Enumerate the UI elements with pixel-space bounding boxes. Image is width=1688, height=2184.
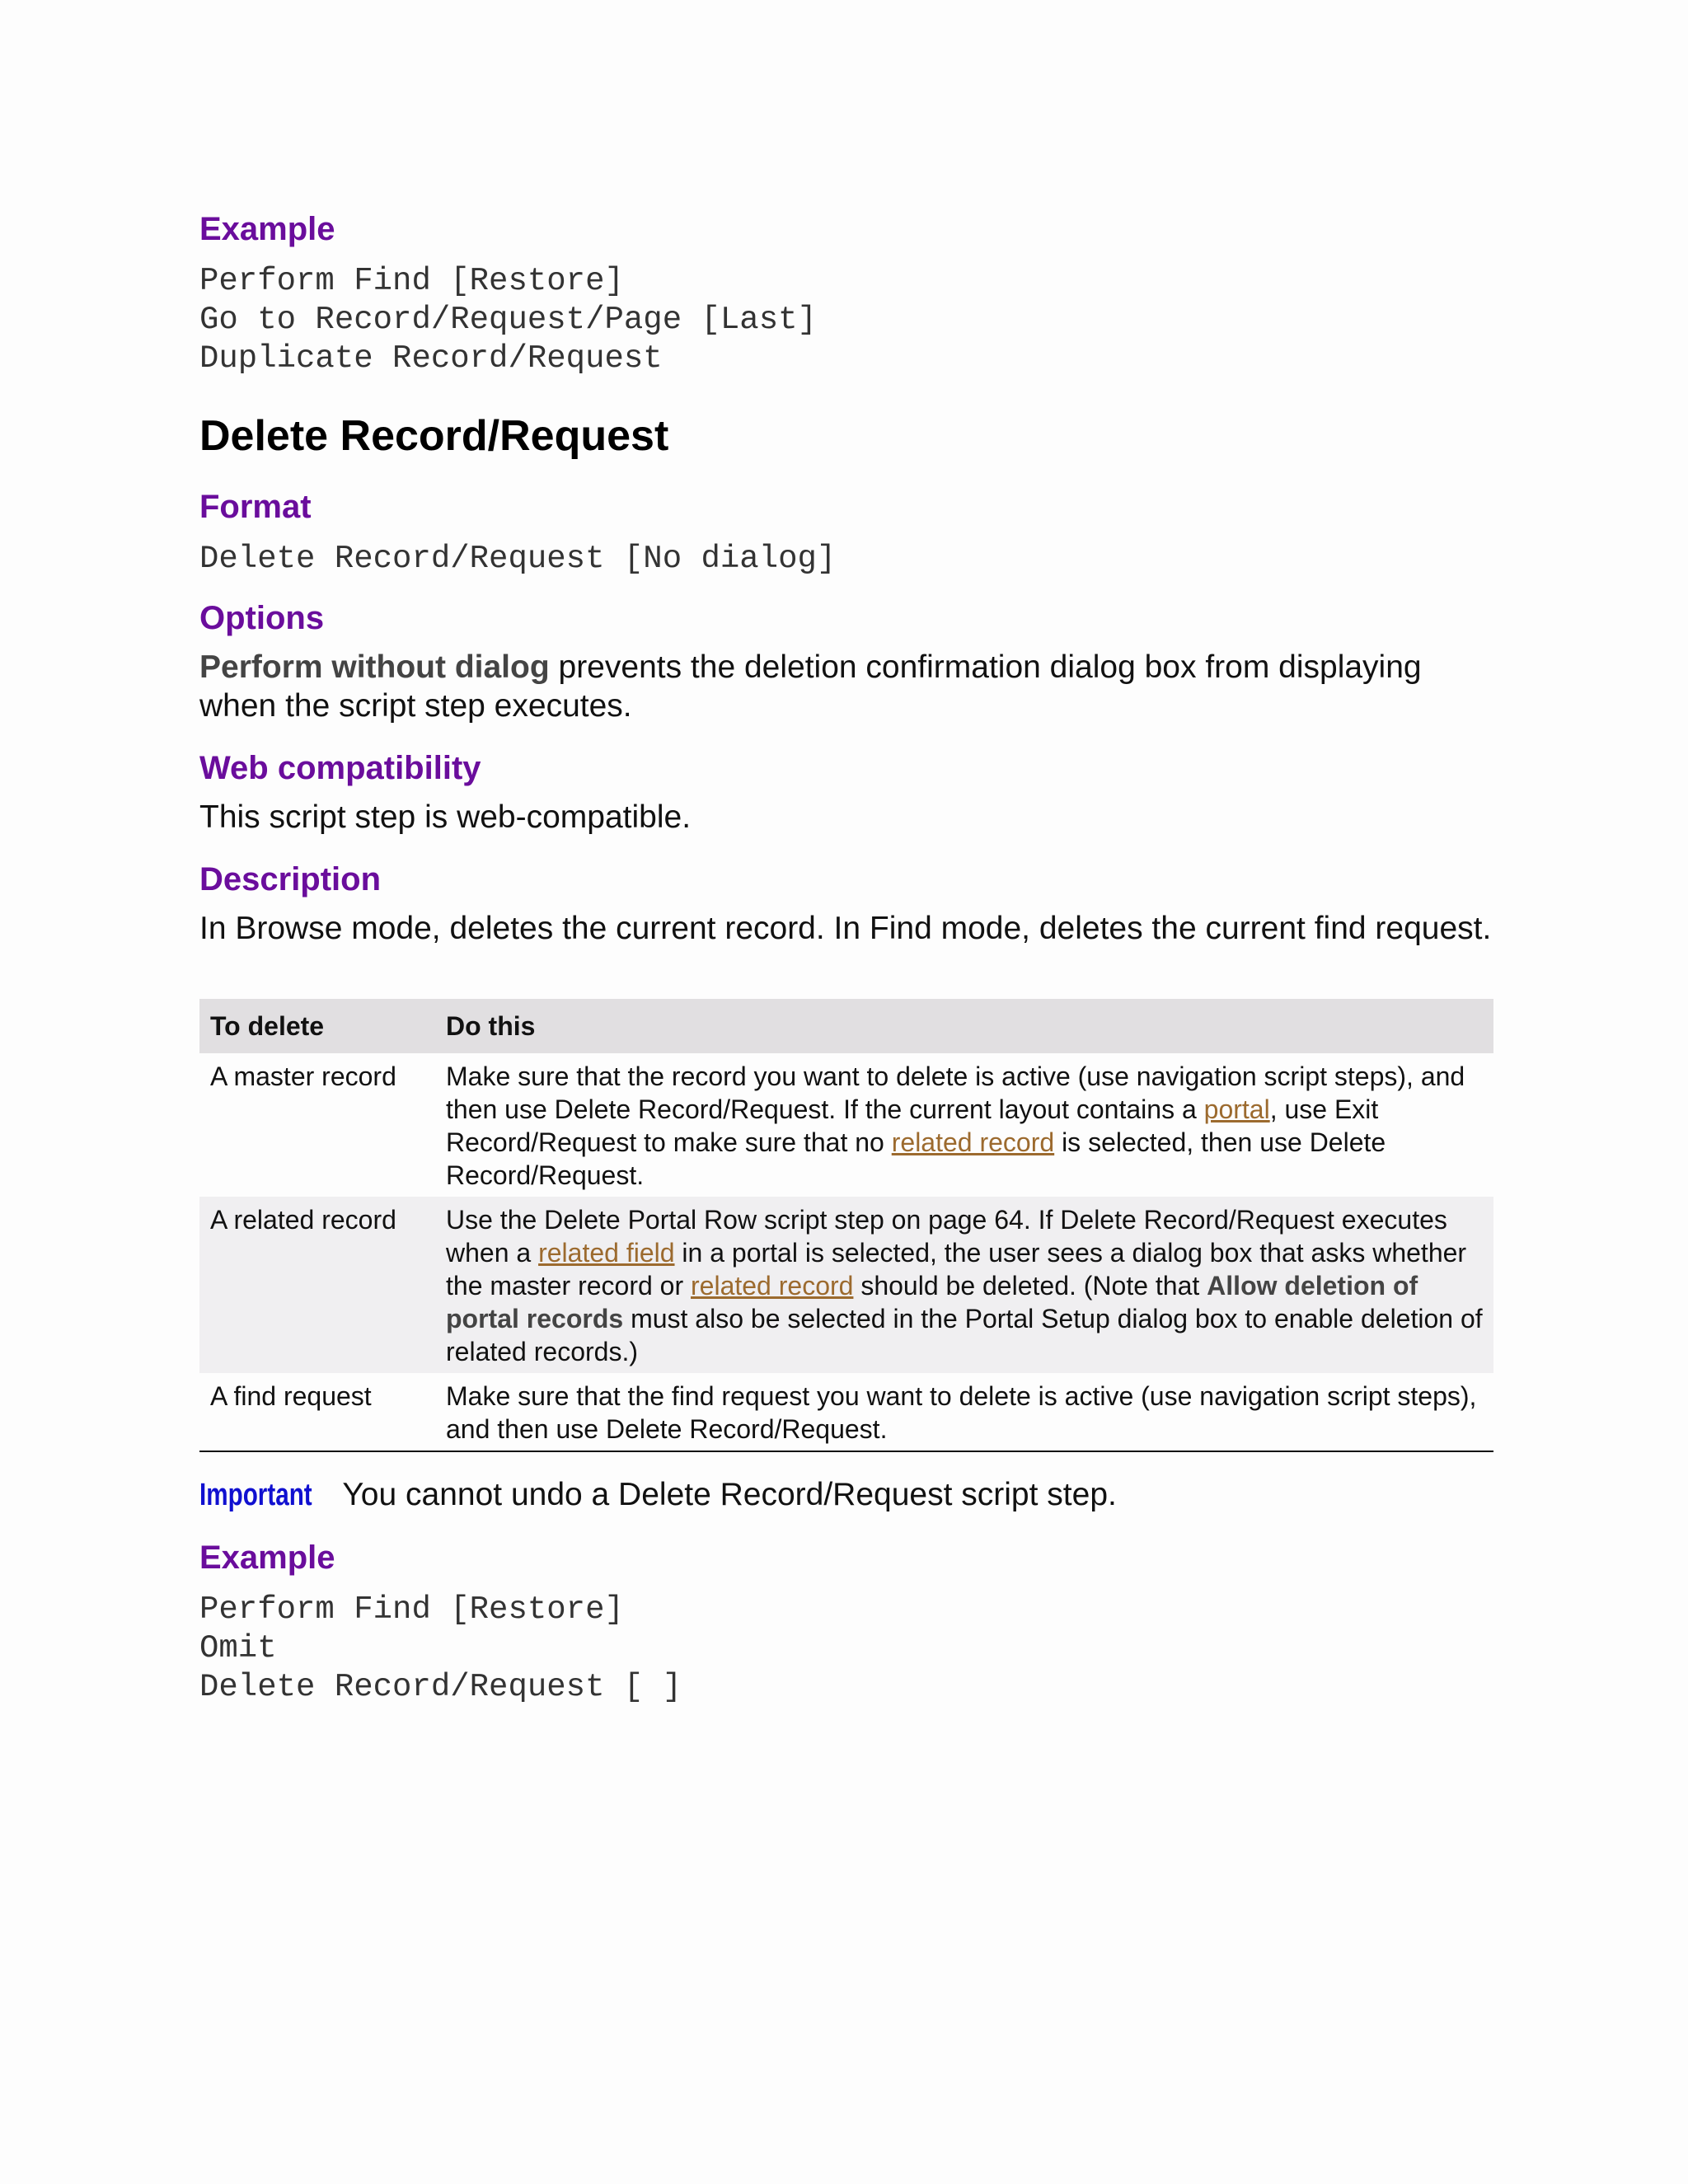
description-text: In Browse mode, deletes the current record. In Find mode, deletes the current find request. xyxy=(199,911,1492,946)
code-line: Perform Find [Restore] xyxy=(199,263,624,299)
code-line: Delete Record/Request [ ] xyxy=(199,1669,682,1705)
related-record-link[interactable]: related record xyxy=(891,1127,1055,1157)
description-heading: Description xyxy=(199,861,382,898)
row-label: A master record xyxy=(210,1062,396,1091)
web-compat-heading: Web compatibility xyxy=(199,750,481,786)
important-label: Important xyxy=(199,1478,312,1512)
page-title: Delete Record/Request xyxy=(199,412,669,460)
code-line: Omit xyxy=(199,1630,277,1666)
delete-options-table xyxy=(199,999,1493,1452)
important-note: Important You cannot undo a Delete Record/Request script step. xyxy=(199,1475,1493,1515)
table-header-do-this: Do this xyxy=(435,999,1493,1053)
options-text: Perform without dialog prevents the deletion confirmation dialog box from displaying when the script step executes. xyxy=(199,649,1422,724)
format-code: Delete Record/Request [No dialog] xyxy=(199,541,837,577)
options-heading: Options xyxy=(199,600,325,636)
option-name: Perform without dialog xyxy=(199,649,550,685)
row-label: A find request xyxy=(199,1373,435,1451)
example-heading: Example xyxy=(199,211,335,247)
example-heading: Example xyxy=(199,1540,335,1576)
row-text: Use the Delete Portal Row script step on page 64. If Delete Record/Request executes when a related field in a portal is selected, the user sees a dialog box that asks whether the master record or related record should be deleted. (Note that Allow deletion of portal records must also be selected in the Portal Setup dialog box to enable deletion of related records.) xyxy=(435,1197,1493,1373)
setting-name: Allow deletion of portal records xyxy=(446,1271,1418,1333)
code-line: Duplicate Record/Request xyxy=(199,340,663,377)
table-row xyxy=(199,1197,1493,1373)
format-heading: Format xyxy=(199,489,312,525)
table-row xyxy=(199,1373,1493,1451)
row-text: Make sure that the find request you want to delete is active (use navigation script steps), and then use Delete Record/Request. xyxy=(435,1373,1493,1451)
related-record-link[interactable]: related record xyxy=(691,1271,854,1301)
document-page xyxy=(199,208,1493,1707)
row-label: A related record xyxy=(199,1197,435,1373)
row-text: Make sure that the record you want to delete is active (use navigation script steps), and then use Delete Record/Request. If the current layout contains a portal, use Exit Record/Request to make sure that no related record is selected, then use Delete Record/Request. xyxy=(446,1062,1465,1190)
code-line: Perform Find [Restore] xyxy=(199,1591,624,1628)
code-line: Go to Record/Request/Page [Last] xyxy=(199,302,817,338)
related-field-link[interactable]: related field xyxy=(538,1238,675,1268)
table-row xyxy=(199,1053,1493,1197)
portal-link[interactable]: portal xyxy=(1203,1094,1270,1124)
table-header-to-delete: To delete xyxy=(199,999,435,1053)
web-compat-text: This script step is web-compatible. xyxy=(199,799,692,835)
